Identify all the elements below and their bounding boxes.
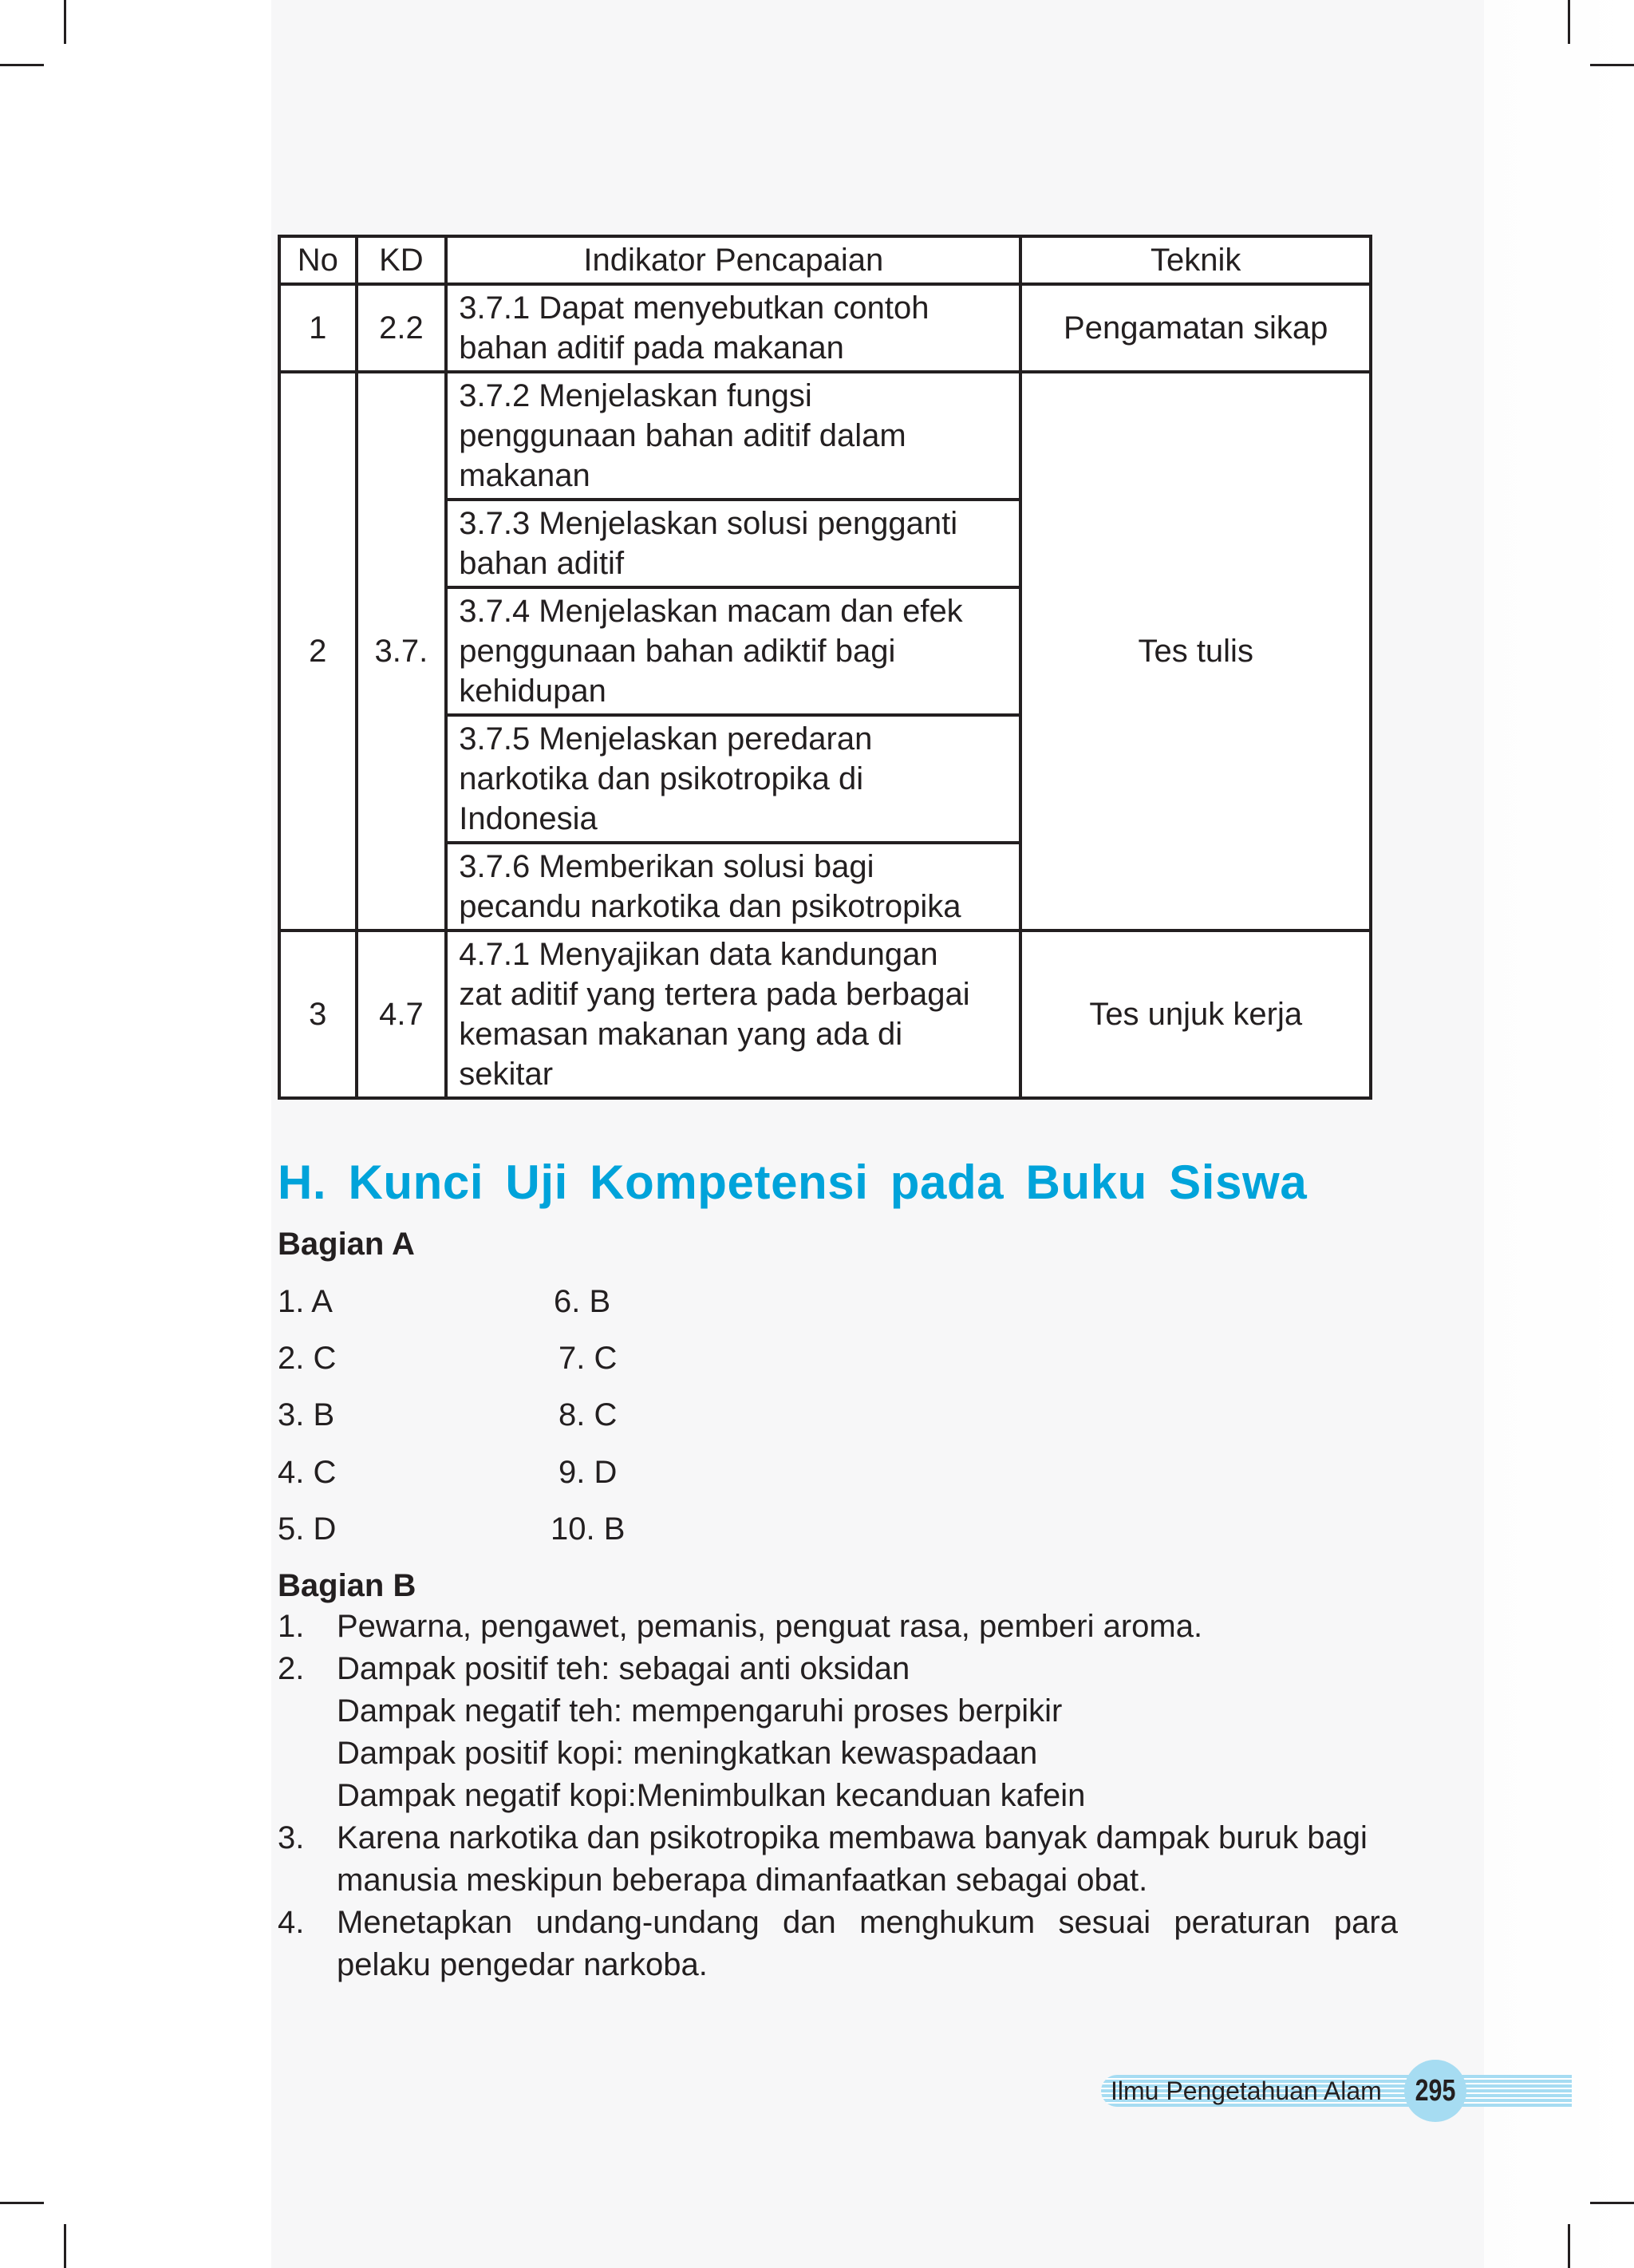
indicator-line: kemasan makanan yang ada di [459,1017,903,1052]
header-technique: Teknik [1020,236,1371,284]
item-number: 3. [278,1820,305,1855]
table-header-row [279,236,1371,284]
crop-mark-top-left-v [64,0,66,44]
answer-item: 7. C [558,1341,618,1376]
indicator-line: 3.7.2 Menjelaskan fungsi [459,378,812,413]
indicator-line: bahan aditif pada makanan [459,330,844,365]
item-text [337,1648,1398,1817]
indicator-line: 3.7.3 Menjelaskan solusi pengganti [459,506,958,541]
list-item [278,1817,1398,1902]
item-line: Dampak positif kopi: meningkatkan kewaspadaan [337,1736,1038,1771]
indicator-line: 3.7.5 Menjelaskan peredaran [459,721,873,757]
row-kd: 3.7. [357,372,447,931]
answer-item: 8. C [558,1397,618,1432]
indicator-cell [446,715,1020,843]
indicator-cell [446,284,1020,372]
essay-answer-list [278,1606,1398,1986]
indicator-line: Indonesia [459,801,598,836]
row-technique: Tes tulis [1020,372,1371,931]
indicator-line: 3.7.4 Menjelaskan macam dan efek [459,594,963,629]
row-number: 2 [279,372,357,931]
assessment-table [278,235,1372,1100]
indicator-line: penggunaan bahan adiktif bagi [459,634,896,669]
answer-item: 9. D [558,1455,618,1490]
indicator-cell [446,843,1020,931]
item-line: Dampak positif teh: sebagai anti oksidan [337,1651,910,1686]
row-technique: Pengamatan sikap [1020,284,1371,372]
table-row [279,372,1371,500]
crop-mark-bottom-right-h [1590,2202,1634,2204]
row-kd: 4.7 [357,931,447,1098]
list-item [278,1648,1398,1817]
crop-mark-bottom-right-v [1568,2224,1570,2268]
section-title: H. Kunci Uji Kompetensi pada Buku Siswa [278,1156,1308,1209]
part-b-label: Bagian B [278,1568,416,1603]
indicator-cell [446,587,1020,715]
footer-book-title: Ilmu Pengetahuan Alam [1111,2076,1382,2105]
part-a-label: Bagian A [278,1227,415,1262]
indicator-line: pecandu narkotika dan psikotropika [459,889,961,924]
crop-mark-bottom-left-h [0,2202,44,2204]
answer-item: 5. D [278,1511,337,1547]
indicator-line: penggunaan bahan aditif dalam [459,418,906,453]
indicator-cell [446,372,1020,500]
item-text [337,1606,1398,1648]
answer-item: 3. B [278,1397,335,1432]
answer-item: 1. A [278,1284,333,1319]
page-number: 295 [1415,2074,1456,2108]
header-indicator: Indikator Pencapaian [446,236,1020,284]
answer-item: 2. C [278,1341,337,1376]
item-line: Pewarna, pengawet, pemanis, penguat rasa, pemberi aroma. [337,1609,1203,1644]
item-line: pelaku pengedar narkoba. [337,1947,708,1982]
crop-mark-bottom-left-v [64,2224,66,2268]
table-row [279,931,1371,1098]
item-line: Dampak negatif teh: mempengaruhi proses berpikir [337,1693,1063,1729]
answer-item: 4. C [278,1455,337,1490]
indicator-line: makanan [459,458,590,493]
crop-mark-top-right-h [1590,64,1634,66]
table-row [279,284,1371,372]
indicator-cell [446,500,1020,587]
item-number: 1. [278,1609,305,1644]
item-text [337,1902,1398,1986]
indicator-cell [446,931,1020,1098]
item-line: manusia meskipun beberapa dimanfaatkan sebagai obat. [337,1863,1148,1898]
indicator-line: bahan aditif [459,546,625,581]
header-kd: KD [357,236,447,284]
item-text [337,1817,1398,1902]
item-number: 2. [278,1651,305,1686]
crop-mark-top-left-h [0,64,44,66]
crop-mark-top-right-v [1568,0,1570,44]
answer-item: 6. B [554,1284,611,1319]
indicator-line: 4.7.1 Menyajikan data kandungan [459,937,938,972]
list-item [278,1902,1398,1986]
item-line: Menetapkan undang-undang dan menghukum sesuai peraturan para [337,1905,1398,1940]
header-no: No [279,236,357,284]
list-item [278,1606,1398,1648]
item-number: 4. [278,1905,305,1940]
indicator-line: 3.7.6 Memberikan solusi bagi [459,849,874,884]
item-line: Dampak negatif kopi:Menimbulkan kecanduan kafein [337,1778,1086,1813]
indicator-line: 3.7.1 Dapat menyebutkan contoh [459,290,929,326]
answer-item: 10. B [551,1511,626,1547]
indicator-line: sekitar [459,1057,554,1092]
indicator-line: kehidupan [459,674,606,709]
row-technique: Tes unjuk kerja [1020,931,1371,1098]
indicator-line: narkotika dan psikotropika di [459,761,864,796]
item-line: Karena narkotika dan psikotropika membawa banyak dampak buruk bagi [337,1820,1368,1855]
row-number: 3 [279,931,357,1098]
indicator-line: zat aditif yang tertera pada berbagai [459,977,970,1012]
row-kd: 2.2 [357,284,447,372]
row-number: 1 [279,284,357,372]
